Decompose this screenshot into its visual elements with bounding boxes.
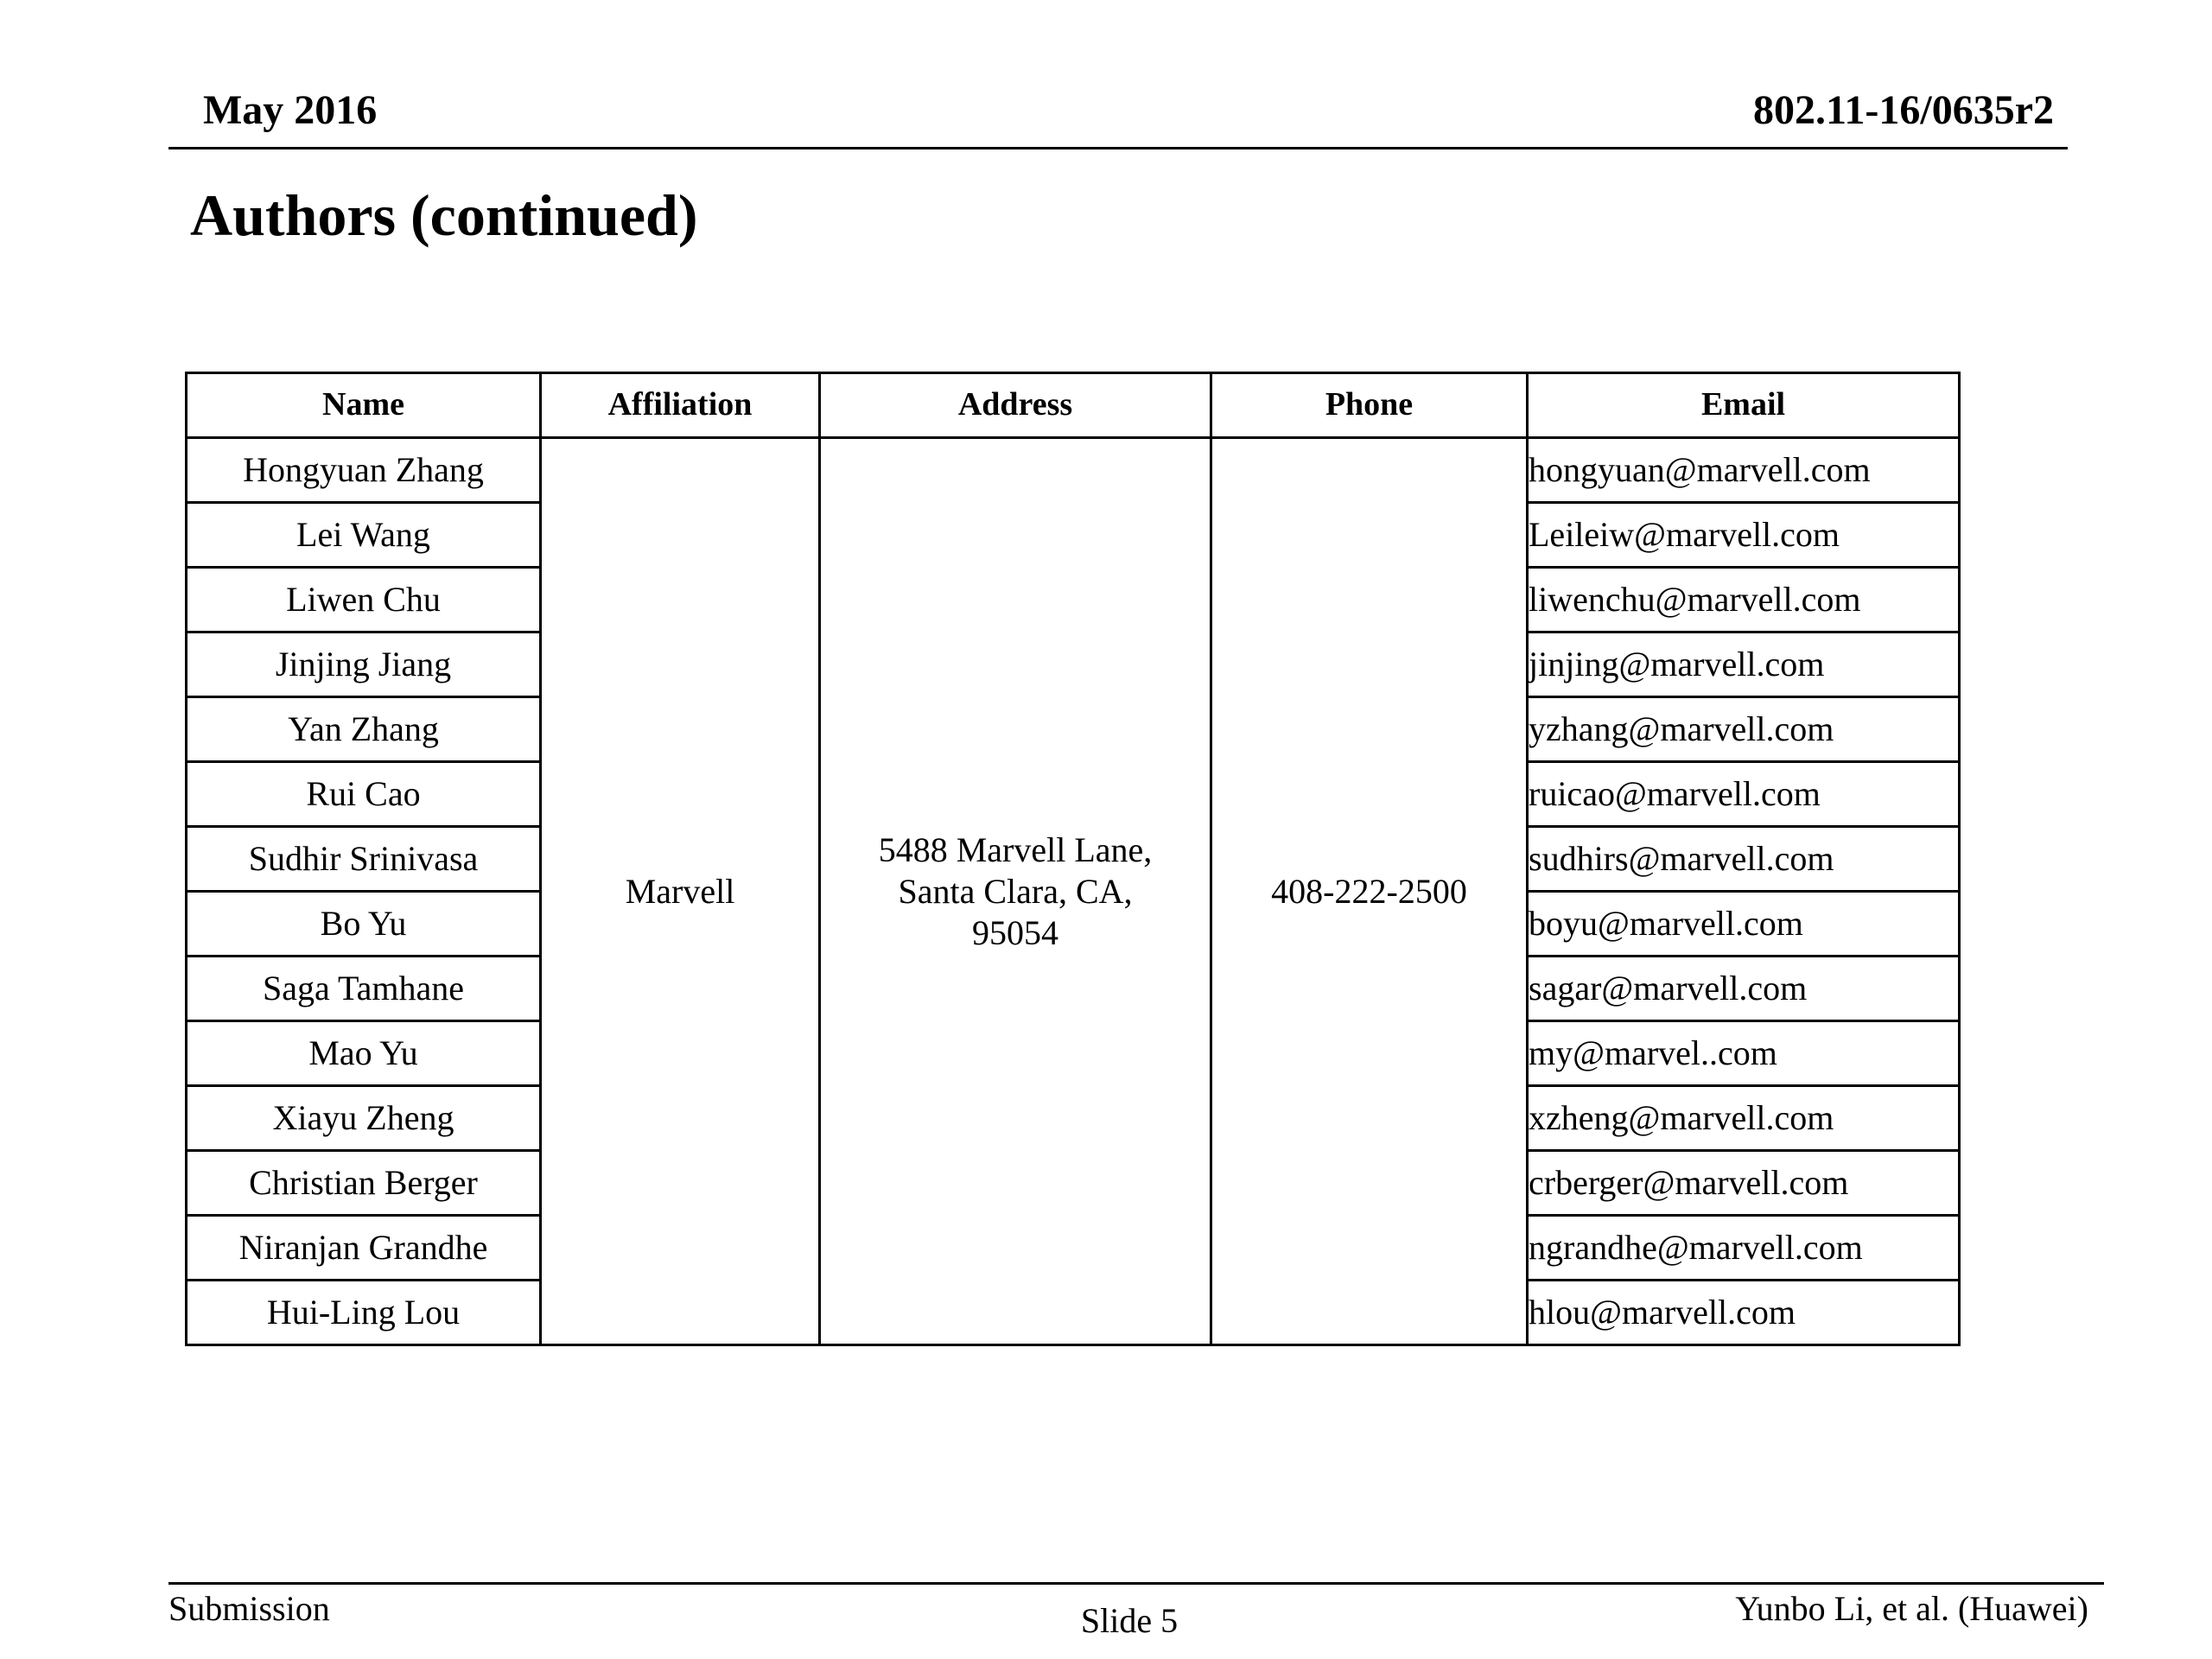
author-email: liwenchu@marvell.com bbox=[1528, 568, 1960, 632]
slide-title: Authors (continued) bbox=[190, 182, 698, 248]
author-name: Niranjan Grandhe bbox=[187, 1216, 541, 1281]
column-header-address: Address bbox=[820, 373, 1211, 438]
header-date: May 2016 bbox=[203, 87, 378, 133]
column-header-name: Name bbox=[187, 373, 541, 438]
author-name: Jinjing Jiang bbox=[187, 632, 541, 697]
affiliation-cell: Marvell bbox=[541, 438, 820, 1345]
column-header-email: Email bbox=[1528, 373, 1960, 438]
author-name: Lei Wang bbox=[187, 503, 541, 568]
author-email: crberger@marvell.com bbox=[1528, 1151, 1960, 1216]
table-row bbox=[187, 438, 1960, 503]
author-name: Mao Yu bbox=[187, 1021, 541, 1086]
header-rule bbox=[168, 147, 2068, 149]
author-email: Leileiw@marvell.com bbox=[1528, 503, 1960, 568]
footer-slide-number: Slide 5 bbox=[1080, 1601, 1179, 1640]
author-email: boyu@marvell.com bbox=[1528, 892, 1960, 957]
address-line: 5488 Marvell Lane, bbox=[878, 830, 1153, 869]
author-email: sudhirs@marvell.com bbox=[1528, 827, 1960, 892]
column-header-phone: Phone bbox=[1211, 373, 1528, 438]
author-name: Sudhir Srinivasa bbox=[187, 827, 541, 892]
author-name: Yan Zhang bbox=[187, 697, 541, 762]
header-doc-number: 802.11-16/0635r2 bbox=[1753, 87, 2054, 133]
author-name: Hui-Ling Lou bbox=[187, 1281, 541, 1345]
author-email: hongyuan@marvell.com bbox=[1528, 438, 1960, 503]
column-header-affiliation: Affiliation bbox=[541, 373, 820, 438]
footer-authors: Yunbo Li, et al. (Huawei) bbox=[1735, 1589, 2088, 1628]
author-email: hlou@marvell.com bbox=[1528, 1281, 1960, 1345]
authors-table bbox=[185, 372, 1961, 1346]
author-email: ngrandhe@marvell.com bbox=[1528, 1216, 1960, 1281]
phone-cell: 408-222-2500 bbox=[1211, 438, 1528, 1345]
address-cell bbox=[820, 438, 1211, 1345]
author-name: Xiayu Zheng bbox=[187, 1086, 541, 1151]
author-email: ruicao@marvell.com bbox=[1528, 762, 1960, 827]
footer-rule bbox=[168, 1582, 2104, 1585]
author-email: jinjing@marvell.com bbox=[1528, 632, 1960, 697]
author-email: sagar@marvell.com bbox=[1528, 957, 1960, 1021]
address-line: 95054 bbox=[972, 912, 1058, 952]
address-line: Santa Clara, CA, bbox=[898, 871, 1133, 911]
author-name: Liwen Chu bbox=[187, 568, 541, 632]
author-name: Rui Cao bbox=[187, 762, 541, 827]
author-name: Christian Berger bbox=[187, 1151, 541, 1216]
table-header-row bbox=[187, 373, 1960, 438]
author-name: Bo Yu bbox=[187, 892, 541, 957]
author-name: Hongyuan Zhang bbox=[187, 438, 541, 503]
author-email: xzheng@marvell.com bbox=[1528, 1086, 1960, 1151]
footer-submission: Submission bbox=[168, 1589, 330, 1628]
author-name: Saga Tamhane bbox=[187, 957, 541, 1021]
author-email: yzhang@marvell.com bbox=[1528, 697, 1960, 762]
author-email: my@marvel..com bbox=[1528, 1021, 1960, 1086]
